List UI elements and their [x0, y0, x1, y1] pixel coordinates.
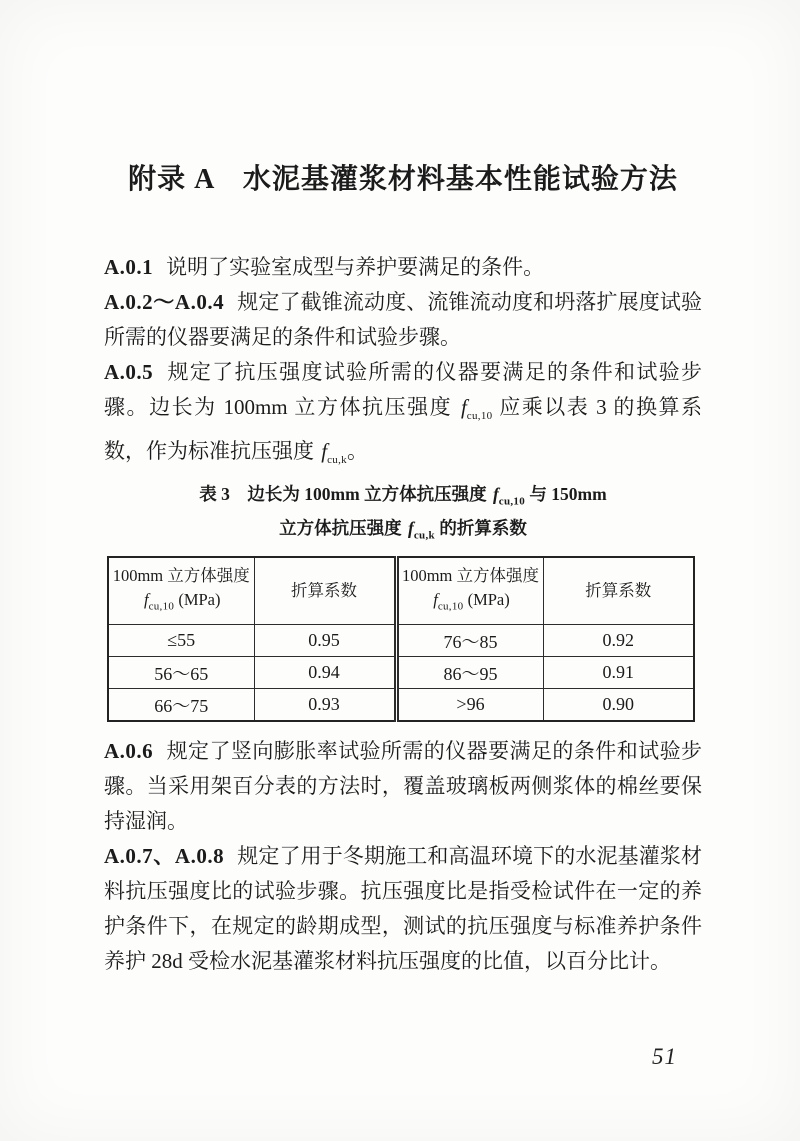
table-cell-range: >96: [396, 689, 543, 722]
table-cell-range: 86～95: [396, 657, 543, 689]
math-subscript: cu,10: [498, 495, 526, 508]
math-subscript: cu,10: [437, 600, 464, 613]
table-header-row: [108, 557, 694, 625]
section-label: A.0.1: [104, 255, 154, 279]
table-cell-coef: 0.92: [543, 625, 694, 657]
paragraph-text: 规定了竖向膨胀率试验所需的仪器要满足的条件和试验步骤。当采用架百分表的方法时，覆盖玻璃板两侧浆体的棉丝要保持湿润。: [104, 739, 702, 834]
header-text: 100mm 立方体强度: [112, 566, 250, 586]
paragraph-text: 规定了截锥流动度、流锥流动度和坍落扩展度试验所需的仪器要满足的条件和试验步骤。: [104, 290, 703, 349]
table-cell-coef: 0.95: [254, 625, 396, 657]
caption-text: 的折算系数: [434, 517, 527, 538]
conversion-table: [107, 556, 695, 722]
paragraph-text: 应乘以表 3 的换算系数，作为标准抗压强度: [104, 395, 703, 464]
table-cell-range: ≤55: [108, 625, 254, 657]
page-content: [104, 160, 702, 979]
appendix-title: 附录 A 水泥基灌浆材料基本性能试验方法: [128, 164, 678, 195]
column-header-strength-left: [108, 557, 254, 625]
math-subscript: cu,10: [466, 410, 493, 423]
table-cell-coef: 0.94: [254, 657, 396, 689]
math-subscript: cu,10: [148, 600, 175, 613]
column-header-coef-right: 折算系数: [543, 557, 694, 625]
header-text: (MPa): [174, 590, 221, 610]
header-text: 100mm 立方体强度: [401, 566, 540, 586]
paragraph-a05: [104, 355, 702, 478]
math-f-symbol: f: [433, 590, 438, 610]
section-label: A.0.5: [104, 360, 154, 384]
table-cell-coef: 0.93: [254, 689, 396, 722]
table-cell-range: 66～75: [108, 689, 254, 722]
table-cell-coef: 0.90: [543, 689, 694, 722]
caption-text: 表 3 边长为 100mm 立方体抗压强度: [199, 484, 491, 505]
math-subscript: cu,k: [413, 529, 435, 542]
paragraph-a02-a04: [104, 285, 702, 355]
math-f-symbol: f: [408, 517, 414, 538]
page-number: 51: [652, 1044, 677, 1069]
table-cell-range: 56～65: [108, 657, 254, 689]
caption-text: 立方体抗压强度: [279, 517, 407, 538]
table-row: [108, 657, 694, 689]
math-f-symbol: f: [143, 590, 149, 610]
math-f-symbol: f: [460, 395, 467, 419]
paragraph-a06: [104, 734, 702, 839]
table-row: [108, 689, 694, 722]
header-text: (MPa): [463, 590, 510, 610]
column-header-coef-left: 折算系数: [254, 557, 396, 625]
math-f-symbol: f: [321, 439, 328, 464]
section-label: A.0.2～A.0.4: [104, 290, 225, 314]
caption-text: 与 150mm: [525, 484, 607, 505]
table-caption-line1: [104, 481, 702, 515]
table-caption-line2: [104, 515, 702, 549]
paragraph-text: 规定了抗压强度试验所需的仪器要满足的条件和试验步骤。边长为 100mm 立方体抗压强度: [104, 360, 702, 419]
math-f-symbol: f: [492, 484, 499, 505]
section-label: A.0.6: [104, 739, 154, 764]
table-row: [108, 625, 694, 657]
table-cell-coef: 0.91: [543, 657, 694, 689]
section-label: A.0.7、A.0.8: [104, 844, 225, 869]
paragraph-text: 规定了用于冬期施工和高温环境下的水泥基灌浆材料抗压强度比的试验步骤。抗压强度比是指受检试件在一定的养护条件下，在规定的龄期成型，测试的抗压强度与标准养护条件养护 28d 受检水泥基灌浆材料抗压强度的比值，以百分比计。: [104, 844, 703, 974]
table-caption: [104, 481, 702, 548]
paragraph-a01: [104, 250, 702, 285]
paragraph-text: 。: [346, 439, 368, 464]
table-cell-range: 76～85: [396, 625, 543, 657]
column-header-strength-right: [396, 557, 543, 625]
paragraph-a07-a08: [104, 839, 702, 979]
math-subscript: cu,k: [327, 454, 347, 467]
paragraph-text: 说明了实验室成型与养护要满足的条件。: [166, 255, 545, 279]
